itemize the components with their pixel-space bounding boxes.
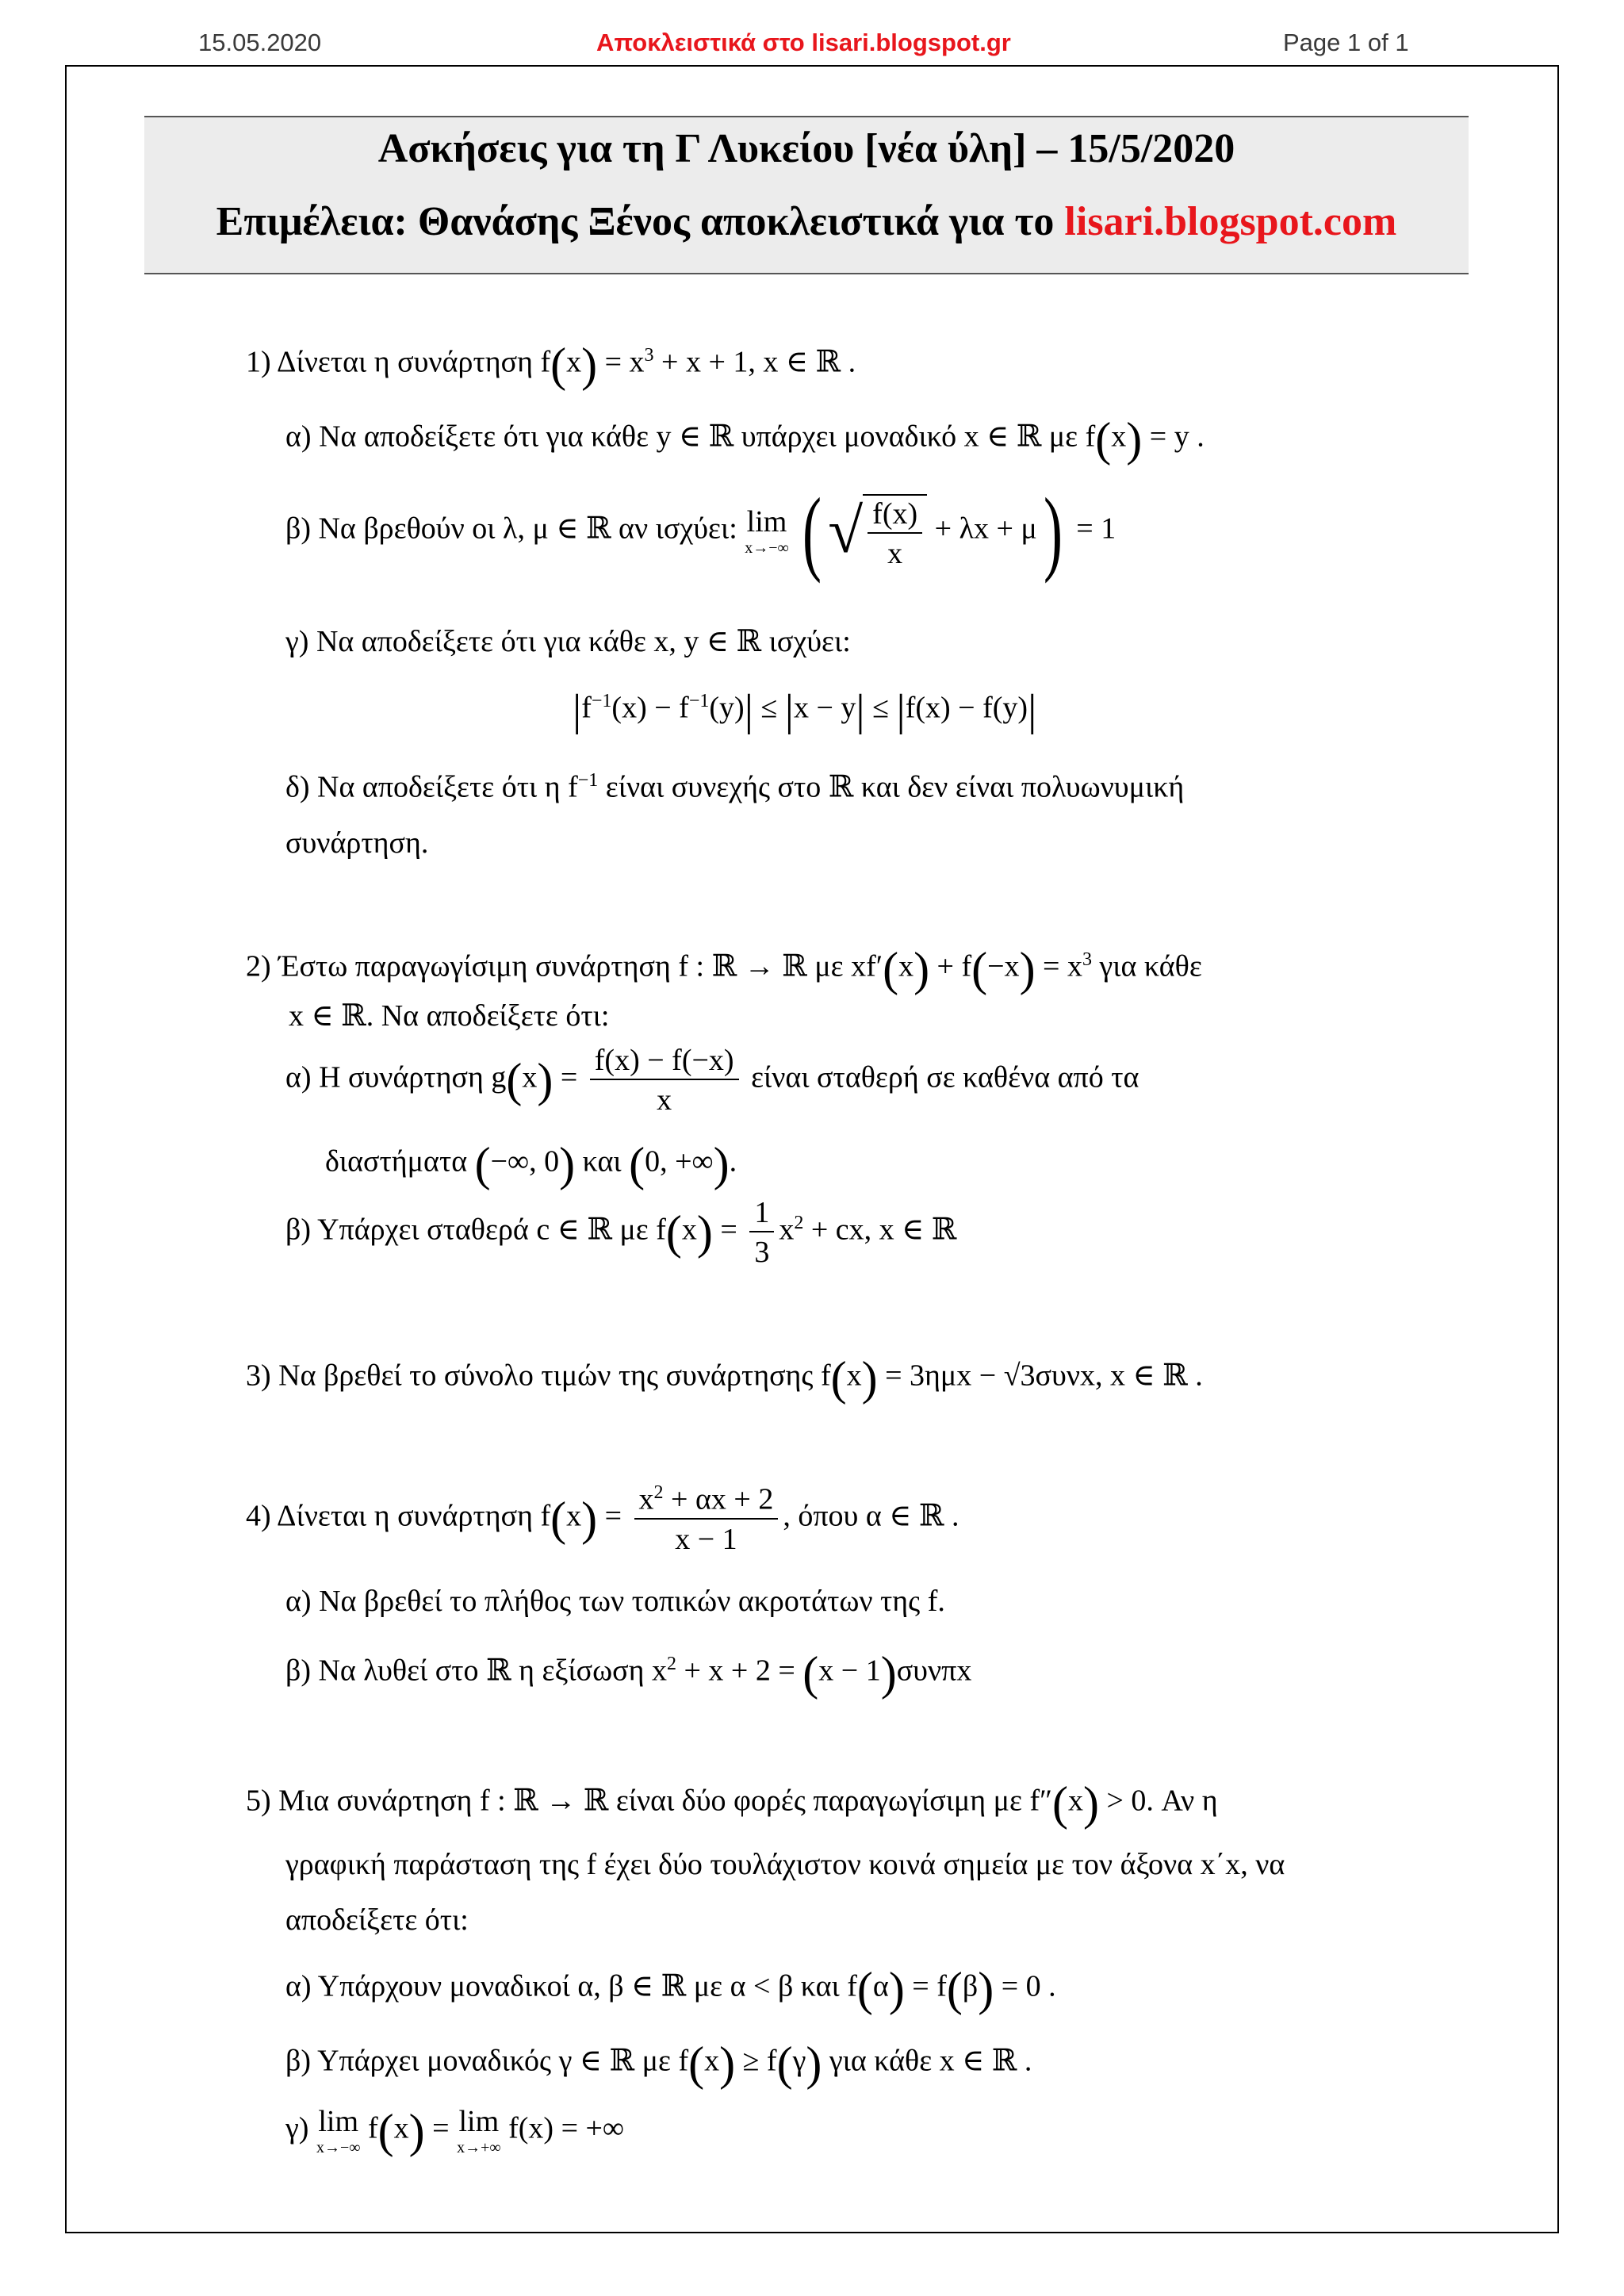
q5-part-b: β) Υπάρχει μοναδικός γ ∈ ℝ με f(x) ≥ f(γ) για κάθε x ∈ ℝ . (285, 2037, 1032, 2090)
q1-inequality: $|f^{-1}(x) - f^{-1}(y)| \le |x - y| \le |f(x) - f(y)|$ (573, 686, 1037, 735)
q5-intro-line2: γραφική παράσταση της f έχει δύο τουλάχιστον κοινά σημεία με τον άξονα x΄x, να (285, 1848, 1285, 1881)
q1-part-b: β) Να βρεθούν οι λ, μ ∈ ℝ αν ισχύει: lim x→−∞ (√ $\frac{f(x)}{x}$ + λx + μ) = 1 (285, 478, 1116, 584)
q1-part-c: γ) Να αποδείξετε ότι για κάθε x, y ∈ ℝ ισχύει: (285, 625, 851, 658)
q2-part-b: β) Υπάρχει σταθερά c ∈ ℝ με f(x) = $\frac{1}{3}$ $x^2$ + cx, x ∈ ℝ (285, 1196, 957, 1269)
q4-part-b: β) Να λυθεί στο ℝ η εξίσωση $x^2 + x + 2 = (x - 1)\sigma\upsilon\nu\pi x$ (285, 1647, 972, 1700)
q1-part-a: α) Να αποδείξετε ότι για κάθε y ∈ ℝ υπάρχει μοναδικό x ∈ ℝ με f(x) = y . (285, 413, 1205, 466)
q1-part-d-cont: συνάρτηση. (285, 826, 429, 860)
q2-part-a: α) Η συνάρτηση g(x) = $\frac{f(x) - f(-x)}{x}$ είναι σταθερή σε καθένα από τα (285, 1044, 1139, 1117)
header-site-note: Αποκλειστικά στο lisari.blogspot.gr (596, 29, 1011, 56)
q2-intro-cont: x ∈ ℝ. Να αποδείξετε ότι: (289, 999, 610, 1033)
document-subtitle: Επιμέλεια: Θανάσης Ξένος αποκλειστικά για το lisari.blogspot.com (216, 199, 1397, 244)
q1-intro: 1) Δίνεται η συνάρτηση $f(x) = x^3 + x + 1$, x ∈ ℝ . (246, 339, 856, 391)
blog-link[interactable]: lisari.blogspot.com (1064, 199, 1397, 244)
q3-intro: 3) Να βρεθεί το σύνολο τιμών της συνάρτησης f(x) = 3ημx − √3συνx, x ∈ ℝ . (246, 1352, 1203, 1405)
q5-intro: 5) Μια συνάρτηση f : ℝ → ℝ είναι δύο φορές παραγωγίσιμη με f″(x) > 0. Αν η (246, 1777, 1218, 1830)
q4-intro: 4) Δίνεται η συνάρτηση f(x) = $\frac{x^2 + \alpha x + 2}{x - 1}$ , όπου α ∈ ℝ . (246, 1482, 959, 1556)
document-title: Ασκήσεις για τη Γ Λυκείου [νέα ύλη] – 15/5/2020 (377, 126, 1235, 171)
q2-intro: 2) Έστω παραγωγίσιμη συνάρτηση f : ℝ → ℝ με $xf'(x) + f(-x) = x^3$ για κάθε (246, 943, 1202, 995)
q4-part-a: α) Να βρεθεί το πλήθος των τοπικών ακροτάτων της f. (285, 1585, 945, 1618)
q2-part-a-cont: διαστήματα (−∞, 0) και (0, +∞). (325, 1138, 737, 1190)
header-date: 15.05.2020 (198, 29, 322, 56)
q5-part-a: α) Υπάρχουν μοναδικοί α, β ∈ ℝ με α < β και f(α) = f(β) = 0 . (285, 1963, 1056, 2015)
header-page-number: Page 1 of 1 (1283, 29, 1409, 56)
q5-intro-line3: αποδείξετε ότι: (285, 1903, 469, 1937)
page-header-bar (0, 29, 1624, 60)
q5-part-c: γ) lim x→−∞ f(x) = lim x→+∞ f(x) = +∞ (285, 2105, 625, 2157)
document-title-box (144, 116, 1469, 274)
q1-part-d: δ) Να αποδείξετε ότι η $f^{-1}$ είναι συνεχής στο ℝ και δεν είναι πολυωνυμική (285, 770, 1185, 804)
